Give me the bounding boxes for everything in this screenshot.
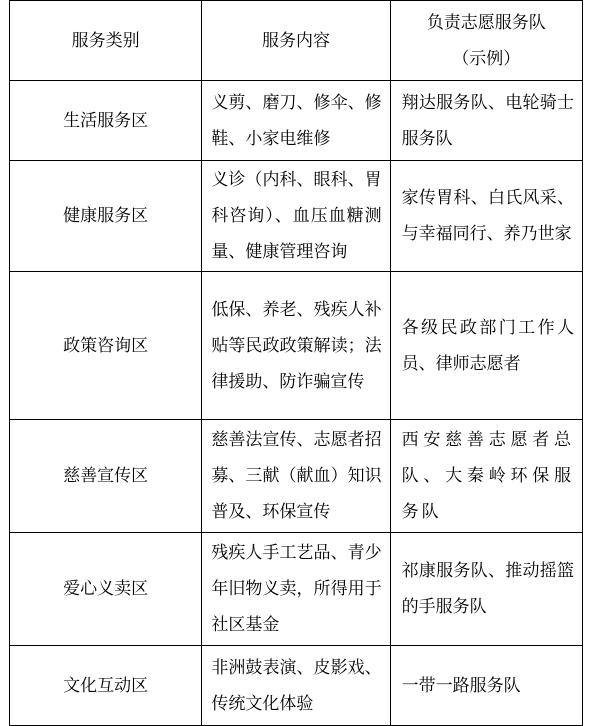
header-team-note: （示例）: [452, 48, 521, 69]
row-category: 政策咨询区: [10, 272, 202, 420]
row-content: 义剪、磨刀、修伞、修鞋、小家电维修: [202, 81, 390, 161]
row-team: 家传胃科、白氏风采、与幸福同行、养乃世家: [390, 161, 582, 272]
row-category: 慈善宣传区: [10, 420, 202, 533]
row-team: 翔达服务队、电轮骑士服务队: [390, 81, 582, 161]
table-row: [10, 420, 583, 533]
row-content: 非洲鼓表演、皮影戏、传统文化体验: [202, 646, 390, 726]
row-content: 残疾人手工艺品、青少年旧物义卖，所得用于社区基金: [202, 533, 390, 646]
table-row: [10, 161, 583, 272]
header-team-label: 负责志愿服务队: [426, 12, 546, 33]
row-team: 一带一路服务队: [390, 646, 582, 726]
row-team: 西安慈善志愿者总队、大秦岭环保服务队: [390, 420, 582, 533]
table-header-row: [10, 1, 583, 81]
header-category: 服务类别: [10, 1, 202, 81]
row-team: 祁康服务队、推动摇篮的手服务队: [390, 533, 582, 646]
row-team: 各级民政部门工作人员、律师志愿者: [390, 272, 582, 420]
header-team: [390, 1, 582, 81]
table-row: [10, 81, 583, 161]
table-row: [10, 533, 583, 646]
row-content: 低保、养老、残疾人补贴等民政政策解读；法律援助、防诈骗宣传: [202, 272, 390, 420]
row-content: 义诊（内科、眼科、胃科咨询）、血压血糖测量、健康管理咨询: [202, 161, 390, 272]
table-row: [10, 646, 583, 726]
table-row: [10, 272, 583, 420]
row-category: 生活服务区: [10, 81, 202, 161]
row-category: 文化互动区: [10, 646, 202, 726]
row-category: 健康服务区: [10, 161, 202, 272]
row-content: 慈善法宣传、志愿者招募、三献（献血）知识普及、环保宣传: [202, 420, 390, 533]
header-content: 服务内容: [202, 1, 390, 81]
row-category: 爱心义卖区: [10, 533, 202, 646]
service-table: [9, 0, 583, 726]
